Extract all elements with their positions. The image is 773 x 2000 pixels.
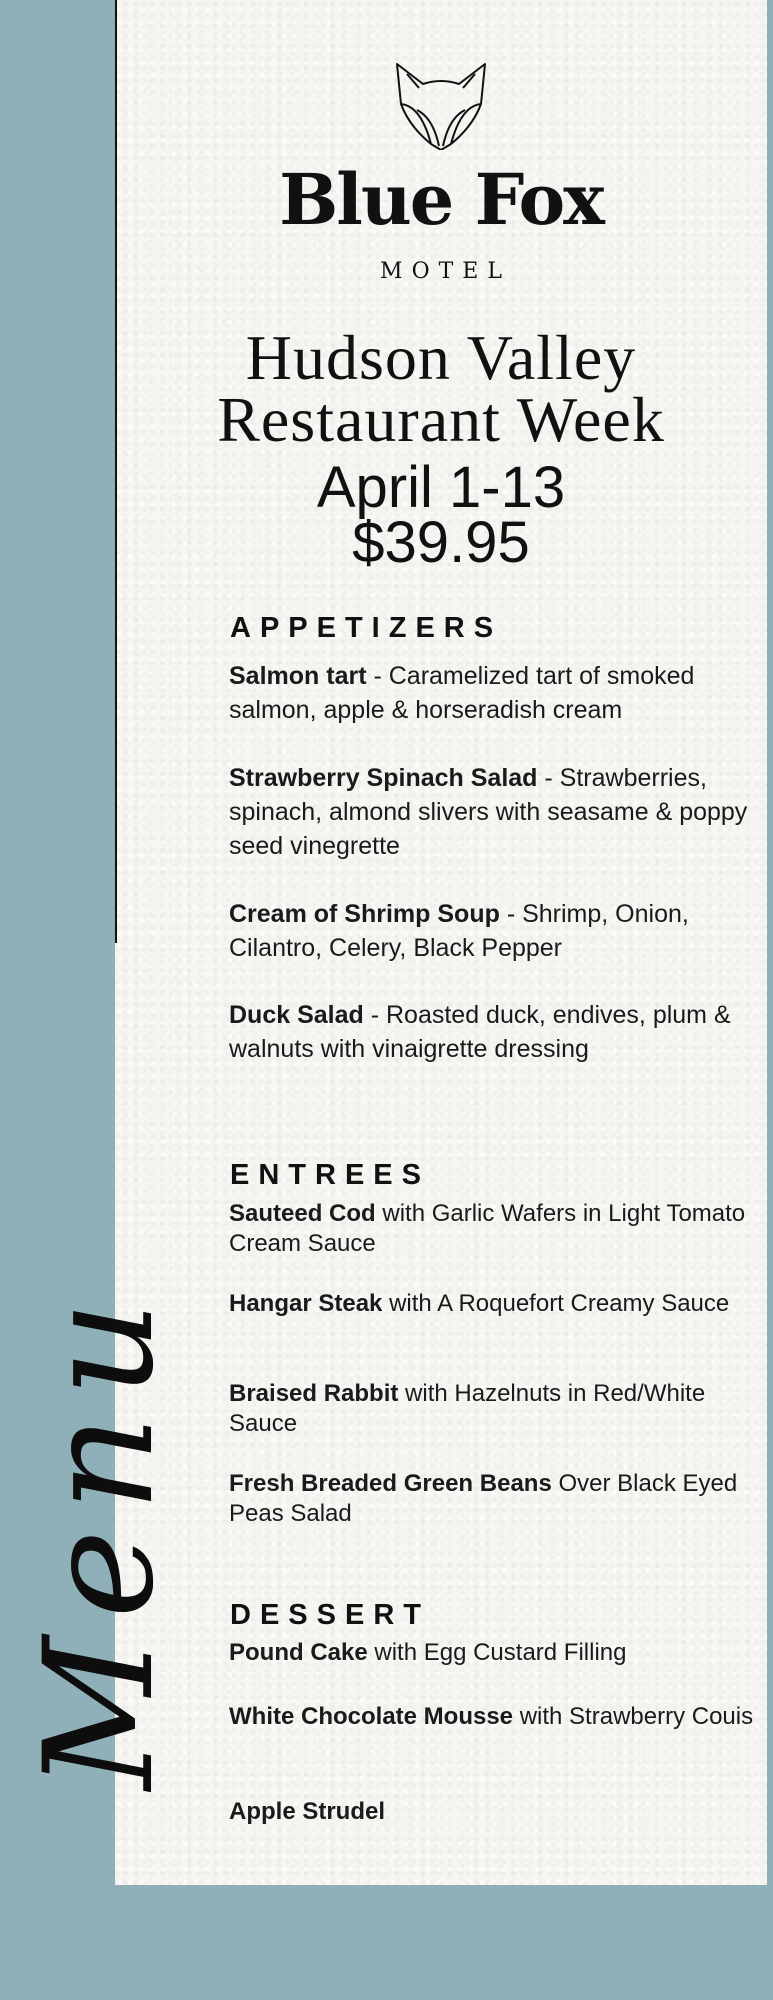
item-desc: - Roasted duck, endives, plum & walnuts with vinaigrette dressing: [229, 1001, 731, 1063]
item-name: Hangar Steak: [229, 1290, 383, 1317]
item-desc: - Caramelized tart of smoked salmon, apple & horseradish cream: [229, 662, 695, 724]
section-title-dessert: DESSERT: [230, 1599, 430, 1631]
item-name: Cream of Shrimp Soup: [229, 900, 500, 928]
menu-item: [229, 1638, 754, 1668]
item-name: Pound Cake: [229, 1639, 368, 1666]
item-name: Salmon tart: [229, 662, 367, 690]
event-title-line1: Hudson Valley: [245, 322, 637, 393]
item-desc: with Strawberry Couis: [513, 1703, 754, 1730]
item-name: Braised Rabbit: [229, 1380, 399, 1407]
menu-item: [229, 1469, 754, 1529]
event-dates: April 1-13: [316, 455, 566, 520]
item-desc: Over Black Eyed Peas Salad: [229, 1470, 738, 1527]
item-name: Sauteed Cod: [229, 1200, 376, 1227]
item-name: Apple Strudel: [229, 1798, 386, 1825]
event-price: $39.95: [352, 510, 530, 575]
menu-item: [229, 897, 754, 965]
vertical-menu-title: Menu: [13, 1282, 187, 1790]
item-name: Fresh Breaded Green Beans: [229, 1470, 552, 1497]
item-name: Strawberry Spinach Salad: [229, 764, 538, 792]
event-title-line2: Restaurant Week: [217, 384, 665, 455]
brand-name: Blue Fox: [279, 158, 603, 241]
item-desc: with A Roquefort Creamy Sauce: [382, 1290, 730, 1317]
item-desc: with Egg Custard Filling: [367, 1639, 627, 1666]
menu-item: [229, 1797, 754, 1827]
brand-subtitle: MOTEL: [380, 259, 511, 284]
menu-item: [229, 1199, 754, 1259]
menu-item: [229, 1289, 754, 1319]
menu-item: [229, 1379, 754, 1439]
item-desc: - Shrimp, Onion, Cilantro, Celery, Black Pepper: [229, 900, 689, 962]
fox-head-icon: [389, 60, 493, 150]
item-name: White Chocolate Mousse: [229, 1703, 514, 1730]
menu-item: [229, 998, 754, 1066]
item-name: Duck Salad: [229, 1001, 364, 1029]
section-title-entrees: ENTREES: [230, 1159, 430, 1191]
item-desc: with Garlic Wafers in Light Tomato Cream Sauce: [229, 1200, 746, 1257]
menu-item: [229, 659, 754, 727]
item-desc: - Strawberries, spinach, almond slivers with seasame & poppy seed vinegrette: [229, 764, 748, 860]
section-title-appetizers: APPETIZERS: [230, 612, 503, 644]
menu-item: [229, 761, 754, 863]
item-desc: with Hazelnuts in Red/White Sauce: [229, 1380, 706, 1437]
menu-item: [229, 1702, 754, 1732]
